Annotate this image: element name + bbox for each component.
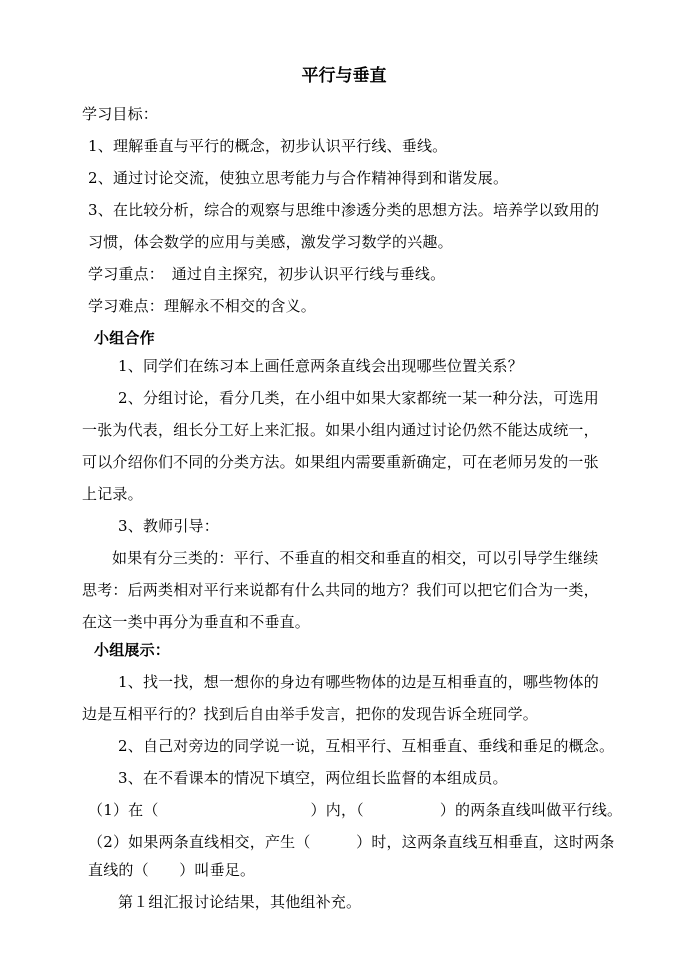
- paragraph-line: 思考：后两类相对平行来说都有什么共同的地方？我们可以把它们合为一类，: [82, 581, 599, 599]
- paragraph-line: 3、教师引导：: [118, 517, 219, 535]
- paragraph-line: 一张为代表，组长分工好上来汇报。如果小组内通过讨论仍然不能达成统一，: [82, 421, 599, 439]
- paragraph-line: 第１组汇报讨论结果，其他组补充。: [118, 893, 362, 911]
- difficulty: 学习难点：理解永不相交的含义。: [88, 297, 317, 315]
- group-work-heading: 小组合作: [94, 329, 155, 347]
- objective-line: 1、理解垂直与平行的概念，初步认识平行线、垂线。: [88, 137, 448, 155]
- paragraph-line: 如果有分三类的：平行、不垂直的相交和垂直的相交，可以引导学生继续: [112, 549, 599, 567]
- fill-blank-line: （1）在（ ）内，（ ）的两条直线叫做平行线。: [88, 801, 623, 819]
- paragraph-line: 2、分组讨论，看分几类，在小组中如果大家都统一某一种分法，可选用: [118, 389, 599, 407]
- paragraph-line: 2、自己对旁边的同学说一说，互相平行、互相垂直、垂线和垂足的概念。: [118, 737, 615, 755]
- paragraph-line: 上记录。: [82, 485, 143, 503]
- objective-line: 习惯，体会数学的应用与美感，激发学习数学的兴趣。: [88, 233, 453, 251]
- key-point: 学习重点： 通过自主探究，初步认识平行线与垂线。: [88, 265, 446, 283]
- paragraph-line: 3、在不看课本的情况下填空，两位组长监督的本组成员。: [118, 769, 508, 787]
- paragraph-line: 在这一类中再分为垂直和不垂直。: [82, 613, 311, 631]
- paragraph-line: 1、同学们在练习本上画任意两条直线会出现哪些位置关系？: [118, 357, 523, 375]
- paragraph-line: 1、找一找，想一想你的身边有哪些物体的边是互相垂直的，哪些物体的: [118, 673, 599, 691]
- objectives-heading: 学习目标：: [82, 105, 159, 123]
- group-show-heading: 小组展示：: [94, 641, 171, 659]
- objective-line: 3、在比较分析，综合的观察与思维中渗透分类的思想方法。培养学以致用的: [88, 201, 600, 219]
- paragraph-line: 边是互相平行的？找到后自由举手发言，把你的发现告诉全班同学。: [82, 705, 539, 723]
- page-title: 平行与垂直: [301, 66, 387, 86]
- fill-blank-line: 直线的（ ）叫垂足。: [88, 861, 256, 879]
- fill-blank-line: （2）如果两条直线相交，产生（ ）时，这两条直线互相垂直，这时两条: [88, 833, 615, 851]
- objective-line: 2、通过讨论交流，使独立思考能力与合作精神得到和谐发展。: [88, 169, 509, 187]
- paragraph-line: 可以介绍你们不同的分类方法。如果组内需要重新确定，可在老师另发的一张: [82, 453, 599, 471]
